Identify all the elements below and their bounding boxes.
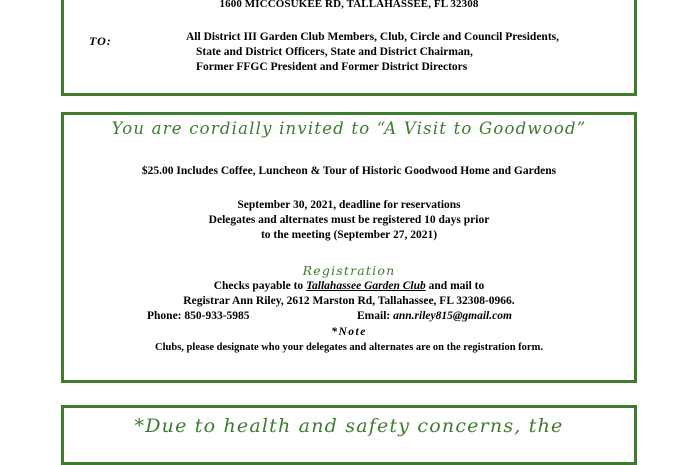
- recipients-box: [61, 0, 637, 96]
- deadline-line: September 30, 2021, deadline for reservations: [237, 199, 461, 211]
- email-address: ann.riley815@gmail.com: [393, 310, 512, 322]
- registration-heading: Registration: [302, 263, 396, 278]
- note-text: Clubs, please designate who your delegates and alternates are on the registration form.: [155, 342, 543, 353]
- checks-line: [64, 280, 634, 292]
- note-label: *Note: [331, 326, 367, 338]
- checks-prefix: Checks payable to: [213, 280, 307, 292]
- registration-requirement-line: Delegates and alternates must be registered 10 days prior: [208, 214, 490, 226]
- invitation-title: You are cordially invited to “A Visit to Goodwood”: [111, 119, 587, 138]
- checks-suffix: and mail to: [425, 280, 485, 292]
- phone-line: Phone: 850-933-5985: [147, 310, 250, 322]
- notice-text: *Due to health and safety concerns, the: [134, 415, 564, 437]
- email-line: [357, 310, 512, 322]
- venue-address: 1600 MICCOSUKEE RD, TALLAHASSEE, FL 32308: [219, 0, 479, 10]
- registrar-address: Registrar Ann Riley, 2612 Marston Rd, Tallahassee, FL 32308-0966.: [183, 295, 515, 307]
- invitation-box: [61, 112, 637, 383]
- to-label: TO:: [89, 34, 112, 48]
- meeting-date-line: to the meeting (September 27, 2021): [260, 229, 438, 241]
- email-label: Email:: [357, 310, 394, 322]
- notice-box: [61, 405, 637, 465]
- price-line: $25.00 Includes Coffee, Luncheon & Tour of Historic Goodwood Home and Gardens: [141, 165, 557, 177]
- recipient-line: State and District Officers, State and District Chairman,: [196, 46, 473, 58]
- recipient-line: Former FFGC President and Former District Directors: [196, 61, 468, 73]
- recipient-line: All District III Garden Club Members, Club, Circle and Council Presidents,: [186, 31, 560, 43]
- payee-name: Tallahassee Garden Club: [306, 280, 426, 292]
